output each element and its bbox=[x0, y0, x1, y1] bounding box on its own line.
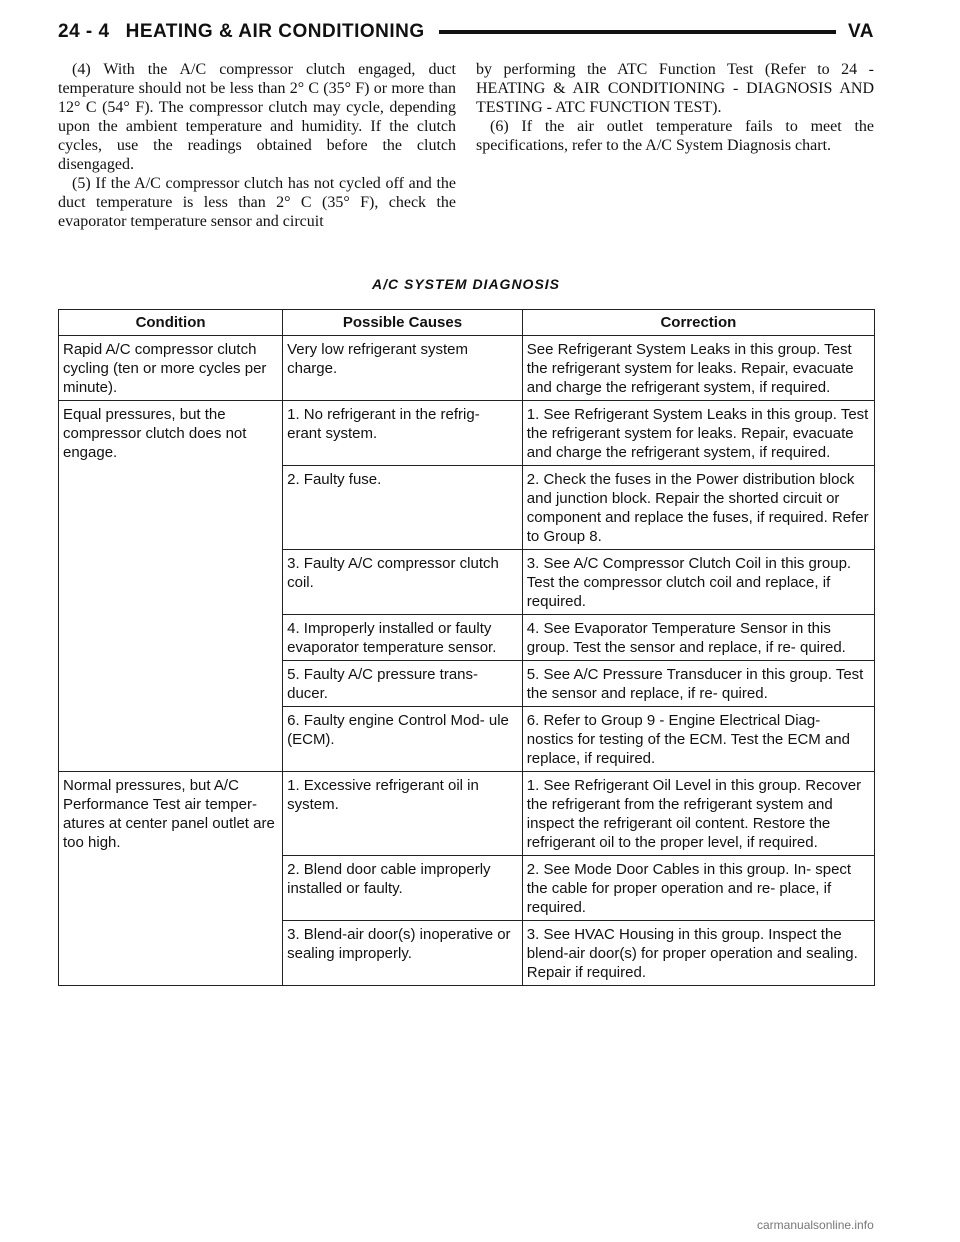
correction-cell: 1. See Refrigerant System Leaks in this group. Test the refrigerant system for leaks. Repair, evacuate and charge the refrigerant system, if required. bbox=[522, 401, 874, 466]
diagnosis-table bbox=[58, 309, 875, 986]
condition-cell: Equal pressures, but the compressor clutch does not engage. bbox=[59, 401, 283, 772]
cause-cell: 3. Blend-air door(s) inoperative or sealing improperly. bbox=[283, 921, 523, 986]
model-code: VA bbox=[848, 21, 874, 42]
cause-cell: 1. No refrigerant in the refrig- erant system. bbox=[283, 401, 523, 466]
cause-cell: 4. Improperly installed or faulty evaporator temperature sensor. bbox=[283, 615, 523, 661]
correction-cell: 4. See Evaporator Temperature Sensor in this group. Test the sensor and replace, if re- quired. bbox=[522, 615, 874, 661]
section-title: HEATING & AIR CONDITIONING bbox=[125, 21, 425, 42]
correction-cell: 1. See Refrigerant Oil Level in this group. Recover the refrigerant from the refrigerant system and inspect the refrigerant oil content. Restore the refrigerant oil to the proper level, if required. bbox=[522, 772, 874, 856]
cause-cell: 2. Faulty fuse. bbox=[283, 466, 523, 550]
cause-cell: 6. Faulty engine Control Mod- ule (ECM). bbox=[283, 707, 523, 772]
correction-cell: 2. See Mode Door Cables in this group. In- spect the cable for proper operation and re- place, if required. bbox=[522, 856, 874, 921]
correction-cell: 3. See HVAC Housing in this group. Inspect the blend-air door(s) for proper operation and sealing. Repair if required. bbox=[522, 921, 874, 986]
page-header bbox=[58, 18, 874, 46]
correction-cell: 3. See A/C Compressor Clutch Coil in this group. Test the compressor clutch coil and replace, if required. bbox=[522, 550, 874, 615]
left-column bbox=[58, 60, 456, 231]
paragraph: (5) If the A/C compressor clutch has not cycled off and the duct temperature is less than 2° C (35° F), check the evaporator temperature sensor and circuit bbox=[58, 175, 456, 230]
cause-cell: 5. Faulty A/C pressure trans- ducer. bbox=[283, 661, 523, 707]
cause-cell: 3. Faulty A/C compressor clutch coil. bbox=[283, 550, 523, 615]
diagnosis-title: A/C SYSTEM DIAGNOSIS bbox=[371, 276, 561, 292]
correction-cell: See Refrigerant System Leaks in this group. Test the refrigerant system for leaks. Repair, evacuate and charge the refrigerant system, if required. bbox=[522, 336, 874, 401]
correction-cell: 5. See A/C Pressure Transducer in this group. Test the sensor and replace, if re- quired. bbox=[522, 661, 874, 707]
condition-cell: Normal pressures, but A/C Performance Test air temper- atures at center panel outlet are too high. bbox=[59, 772, 283, 986]
column-header-correction: Correction bbox=[522, 310, 874, 336]
table-header-row bbox=[59, 310, 875, 336]
table-row bbox=[59, 401, 875, 466]
correction-cell: 2. Check the fuses in the Power distribution block and junction block. Repair the shorted circuit or component and replace the fuses, if required. Refer to Group 8. bbox=[522, 466, 874, 550]
cause-cell: Very low refrigerant system charge. bbox=[283, 336, 523, 401]
page-number: 24 - 4 bbox=[58, 21, 110, 42]
header-rule bbox=[439, 30, 836, 34]
cause-cell: 2. Blend door cable improperly installed or faulty. bbox=[283, 856, 523, 921]
paragraph: (4) With the A/C compressor clutch engaged, duct temperature should not be less than 2° C (35° F) or more than 12° C (54° F). The compressor clutch may cycle, depending upon the ambient temperature and humidity. If the clutch cycles, use the readings obtained before the clutch disengaged. bbox=[58, 61, 456, 173]
condition-cell: Rapid A/C compressor clutch cycling (ten or more cycles per minute). bbox=[59, 336, 283, 401]
paragraph: by performing the ATC Function Test (Refer to 24 - HEATING & AIR CONDITIONING - DIAGNOSIS AND TESTING - ATC FUNCTION TEST). bbox=[476, 61, 874, 116]
watermark: carmanualsonline.info bbox=[757, 1218, 874, 1232]
intro-text bbox=[58, 60, 874, 231]
correction-cell: 6. Refer to Group 9 - Engine Electrical Diag- nostics for testing of the ECM. Test the ECM and replace, if required. bbox=[522, 707, 874, 772]
table-row bbox=[59, 772, 875, 856]
cause-cell: 1. Excessive refrigerant oil in system. bbox=[283, 772, 523, 856]
column-header-condition: Condition bbox=[59, 310, 283, 336]
paragraph: (6) If the air outlet temperature fails to meet the specifications, refer to the A/C System Diagnosis chart. bbox=[476, 118, 874, 154]
column-header-causes: Possible Causes bbox=[283, 310, 523, 336]
table-body bbox=[59, 336, 875, 986]
table-row bbox=[59, 336, 875, 401]
right-column bbox=[476, 60, 874, 231]
